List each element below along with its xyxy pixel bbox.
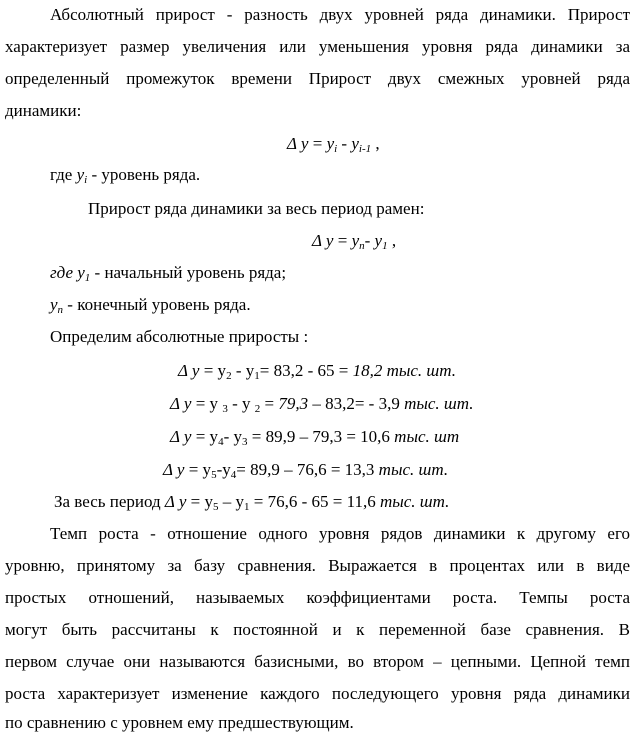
formula-delta-y: Δ $у = у_i - у_{i-1}$ , — [287, 134, 380, 155]
formula-period: Δ $у = у_n-$ $у_1$ , — [312, 231, 397, 252]
growth-line-3: простых отношений, называемых коэффициентами роста. Темпы роста — [5, 588, 630, 607]
where-yn: $у_n$ - конечный уровень ряда. — [50, 295, 251, 316]
growth-line-4: могут быть рассчитаны к постоянной и к переменной базе сравнения. В — [5, 620, 630, 639]
growth-line-1: Темп роста - отношение одного уровня рядов динамики к другому его — [50, 524, 630, 543]
intro-line-2: характеризует размер увеличения или уменьшения уровня ряда динамики за — [5, 37, 630, 56]
period-text: Прирост ряда динамики за весь период рамен: — [88, 199, 425, 218]
calc-row-2: Δ у = у $_3$ - у $_2$ = 79,3 – 83,2= - 3,9 тыс. шт. — [170, 394, 474, 415]
growth-line-6: роста характеризует изменение каждого последующего уровня ряда динамики — [5, 684, 630, 703]
calc-row-3: Δ $у = у_4-$ $у_3 = 89,9 - 79,3 = 10,6$ тыс. шт — [170, 427, 460, 448]
calc-row-1: Δ $у = у_2 - у_1= 83,2 - 65 = 18,2$ тыс. шт. — [178, 361, 456, 382]
growth-line-2: уровню, принятому за базу сравнения. Выражается в процентах или в виде — [5, 556, 630, 575]
determine-text: Определим абсолютные приросты : — [50, 327, 309, 346]
calc-row-4: Δ $у = у_5-у_4= 89,9 - 76,6 = 13,3$ тыс. шт. — [163, 460, 449, 481]
intro-line-1: Абсолютный прирост - разность двух уровней ряда динамики. Прирост — [50, 5, 630, 24]
intro-line-4: динамики: — [5, 101, 82, 120]
where-yi: где $у_i$ - уровень ряда. — [50, 165, 201, 186]
where-y1: где $у_1$ - начальный уровень ряда; — [50, 263, 287, 284]
growth-line-5: первом случае они называются базисными, во втором – цепными. Цепной темп — [5, 652, 630, 671]
intro-line-3: определенный промежуток времени Прирост двух смежных уровней ряда — [5, 69, 630, 88]
growth-line-7: по сравнению с уровнем ему предшествующим. — [5, 713, 354, 732]
calc-row-5: За весь период Δ $у = у_5 - у_1 = 76,6 - 65 = 11,6$ тыс. шт. — [54, 492, 450, 513]
